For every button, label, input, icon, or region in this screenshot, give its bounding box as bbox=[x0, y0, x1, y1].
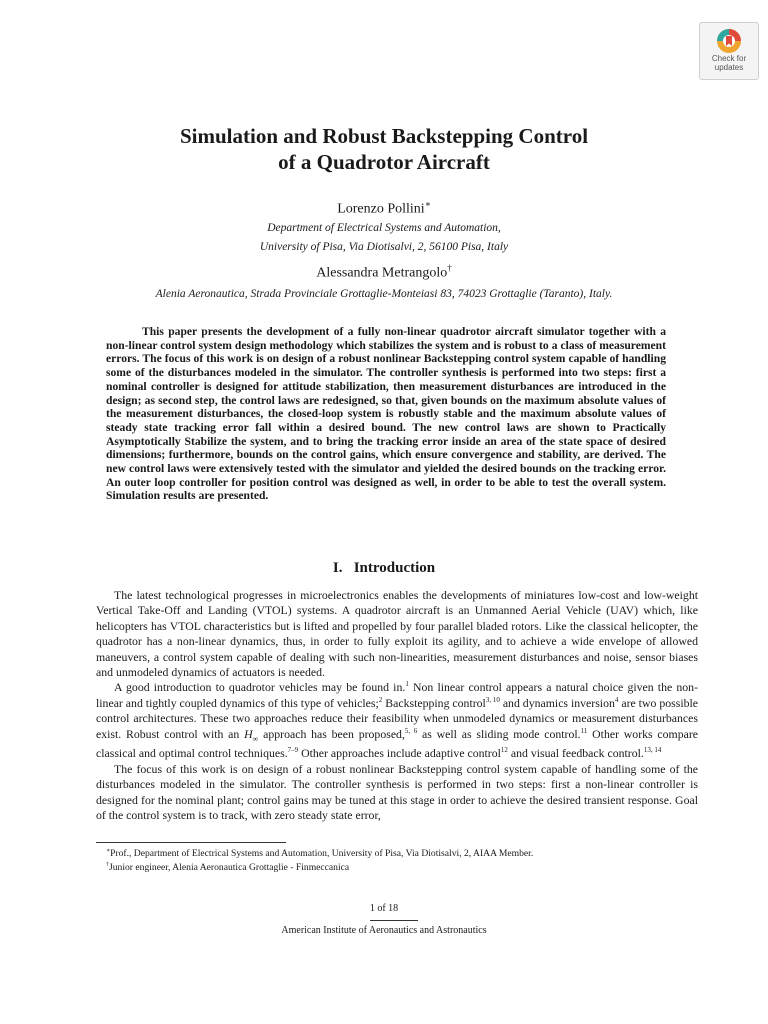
abstract: This paper presents the development of a fully non-linear quadrotor aircraft simulator together with a non-linear control system design methodology which stabilizes the system and is robust to a class of measurement errors. The focus of this work is on design of a robust nonlinear Backstepping control system capable of handling some of the disturbances modeled in the simulator. The controller synthesis is performed into two steps: first a nominal controller is designed for attitude stabilization, then measurement disturbances are introduced in the design; as second step, the control laws are redesigned, so that, given bounds on the maximum absolute values of the measurement disturbances, the closed-loop system is robustly stable and the maximum absolute values of steady state tracking error fall within a desired bound. The new control laws are shown to Practically Asymptotically Stabilize the system, and to bring the tracking error inside an area of the state space of desired dimensions; furthermore, bounds on the control gains, which ensure convergence and stability, are derived. The new control laws were extensively tested with the simulator and yielded the desired bounds on the tracking error. An outer loop controller for position control was designed as well, in order to be able to test the overall system. Simulation results are presented. bbox=[106, 325, 666, 503]
footnote-2 bbox=[106, 860, 706, 874]
footnote-1-mark: ∗ bbox=[106, 848, 111, 854]
page-number-rule bbox=[370, 920, 418, 921]
author-1-mark: ∗ bbox=[424, 199, 431, 209]
author-1 bbox=[0, 199, 768, 218]
citation-ref[interactable]: 3, 10 bbox=[485, 695, 500, 704]
footnote-1 bbox=[106, 846, 706, 860]
p2-text: approach has been proposed, bbox=[258, 726, 405, 741]
check-for-updates-icon bbox=[716, 28, 742, 54]
author-2-mark: † bbox=[447, 263, 452, 273]
footnote-2-text: Junior engineer, Alenia Aeronautica Grottaglie - Finmeccanica bbox=[109, 861, 350, 873]
badge-label-line1: Check for bbox=[711, 54, 747, 63]
p2-text: Other works compare classical and optimal control techniques. bbox=[96, 726, 699, 761]
paragraph-3: The focus of this work is on design of a robust nonlinear Backstepping control system capable of handling some of the disturbances modeled in the simulator. The controller synthesis is performed in two steps: first a non-linear controller is designed for the nominal plant; control gains may be tuned at this stage in order to achieve the desired transient response. Goal of the control system is to track, with zero steady state error, bbox=[96, 761, 698, 823]
author-1-name: Lorenzo Pollini bbox=[337, 201, 425, 217]
publisher-footer: American Institute of Aeronautics and Astronautics bbox=[281, 925, 487, 936]
author-1-affiliation-line2: University of Pisa, Via Diotisalvi, 2, 56100 Pisa, Italy bbox=[259, 241, 509, 253]
citation-ref[interactable]: 4 bbox=[614, 695, 619, 704]
paragraph-2 bbox=[96, 680, 698, 761]
footnote-divider bbox=[96, 842, 286, 843]
author-2-affiliation: Alenia Aeronautica, Strada Provinciale Grottaglie-Monteiasi 83, 74023 Grottaglie (Taranto), Italy. bbox=[155, 288, 613, 300]
section-heading-introduction bbox=[0, 560, 768, 577]
p2-text: and dynamics inversion bbox=[499, 695, 615, 710]
section-number: I. bbox=[332, 560, 343, 576]
citation-ref[interactable]: 12 bbox=[500, 746, 508, 755]
author-2-name: Alessandra Metrangolo bbox=[316, 265, 448, 281]
footnote-2-mark: † bbox=[106, 861, 109, 868]
p2-text: are two possible control architectures. These two approaches reduce their feasibility when unmodeled dynamics or measurement disturbances exist. Robust control with an bbox=[96, 695, 699, 741]
citation-ref[interactable]: 11 bbox=[580, 726, 588, 735]
title-line-1: Simulation and Robust Backstepping Control bbox=[179, 124, 589, 148]
section-title: Introduction bbox=[353, 560, 436, 576]
h-infinity-symbol: H bbox=[244, 726, 253, 741]
citation-ref[interactable]: 7–9 bbox=[287, 746, 299, 755]
p2-text: Other approaches include adaptive control bbox=[298, 746, 501, 761]
title-line-2: of a Quadrotor Aircraft bbox=[278, 150, 490, 174]
citation-ref[interactable]: 5, 6 bbox=[404, 726, 418, 735]
citation-ref[interactable]: 2 bbox=[378, 695, 383, 704]
paragraph-1: The latest technological progresses in microelectronics enables the developments of miniatures low-cost and low-weight Vertical Take-Off and Landing (VTOL) systems. A quadrotor aircraft is an Unmanned Aerial Vehicle (UAV) which, like helicopters has VTOL characteristics but is lifted and propelled by four parallel bladed rotors. Like the classical helicopter, the quadrotor has a non-linear dynamics, thus, in order to fully exploit its agility, and to achieve a wide envelope of allowed maneuvers, a control system capable of dealing with such non-linearities, measurement disturbances and noise, sensor biases and unmodeled dynamics of actuators is needed. bbox=[96, 588, 698, 680]
h-infinity-subscript: ∞ bbox=[252, 734, 259, 744]
check-for-updates-badge[interactable] bbox=[699, 22, 759, 80]
page-number: 1 of 18 bbox=[369, 903, 399, 914]
p2-text: Backstepping control bbox=[382, 695, 486, 710]
footnotes bbox=[106, 846, 706, 873]
paper-title bbox=[0, 123, 768, 175]
footnote-1-text: Prof., Department of Electrical Systems and Automation, University of Pisa, Via Diotisalvi, 2, AIAA Member. bbox=[110, 848, 534, 860]
p2-text: A good introduction to quadrotor vehicles may be found in. bbox=[114, 680, 406, 695]
citation-ref[interactable]: 1 bbox=[405, 680, 409, 689]
badge-label-line2: updates bbox=[714, 63, 744, 72]
p2-text: Non linear control appears a natural choice given the non-linear and tightly coupled dynamics of this type of vehicles; bbox=[96, 680, 698, 710]
introduction-body bbox=[96, 588, 698, 823]
p2-text: and visual feedback control. bbox=[507, 746, 644, 761]
p2-text: as well as sliding mode control. bbox=[417, 726, 581, 741]
citation-ref[interactable]: 13, 14 bbox=[643, 746, 662, 755]
author-2 bbox=[0, 263, 768, 282]
author-1-affiliation-line1: Department of Electrical Systems and Automation, bbox=[267, 222, 501, 234]
